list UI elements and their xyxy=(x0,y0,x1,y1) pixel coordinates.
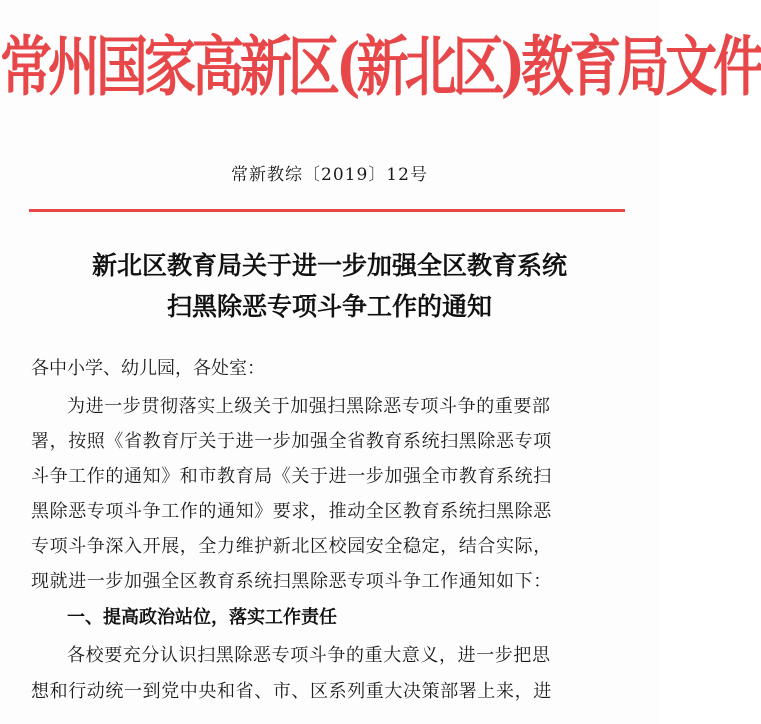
intro-paragraph-line: 专项斗争深入开展，全力维护新北区校园安全稳定，结合实际， xyxy=(31,536,552,557)
document-number: 常新教综〔2019〕12号 xyxy=(231,165,428,185)
red-divider-rule xyxy=(29,209,625,212)
intro-paragraph-line: 黑除恶专项斗争工作的通知》要求，推动全区教育系统扫黑除恶 xyxy=(31,501,552,522)
section-1-heading: 一、提高政治站位，落实工作责任 xyxy=(67,607,337,628)
document-title-line-1: 新北区教育局关于进一步加强全区教育系统 xyxy=(91,251,567,280)
salutation: 各中小学、幼儿园，各处室： xyxy=(31,358,265,379)
section-1-paragraph-line: 想和行动统一到党中央和省、市、区系列重大决策部署上来，进 xyxy=(31,681,552,702)
intro-paragraph-line: 现就进一步加强全区教育系统扫黑除恶专项斗争工作通知如下： xyxy=(31,571,552,592)
section-1-paragraph-line: 各校要充分认识扫黑除恶专项斗争的重大意义，进一步把思 xyxy=(67,645,551,666)
intro-paragraph-line: 为进一步贯彻落实上级关于加强扫黑除恶专项斗争的重要部 xyxy=(67,396,551,417)
intro-paragraph-line: 斗争工作的通知》和市教育局《关于进一步加强全市教育系统扫 xyxy=(31,466,552,487)
intro-paragraph-line: 署，按照《省教育厅关于进一步加强全省教育系统扫黑除恶专项 xyxy=(31,431,552,452)
document-title-line-2: 扫黑除恶专项斗争工作的通知 xyxy=(166,292,492,321)
issuer-header-title: 常州国家高新区(新北区)教育局文件 xyxy=(0,29,761,106)
